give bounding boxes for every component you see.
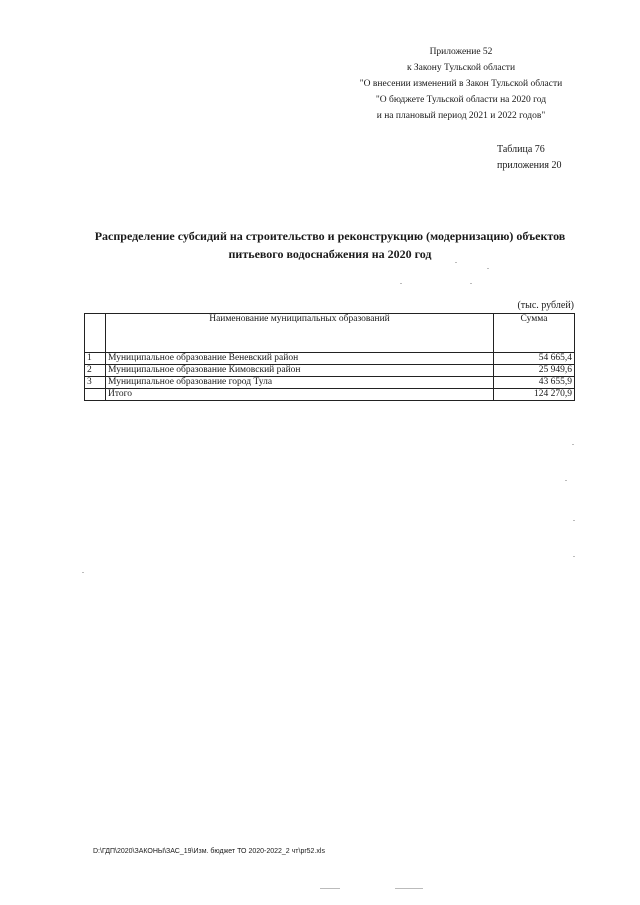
scan-speck xyxy=(487,268,489,269)
appendix-line: Приложение 52 xyxy=(429,47,493,57)
row-num: 1 xyxy=(85,353,106,365)
table-number: Таблица 76 xyxy=(497,144,545,155)
appendix-number: приложения 20 xyxy=(497,160,562,171)
file-path-footer: D:\ГДП\2020\ЗАКОНЫ\ЗАС_19\Изм. бюджет ТО 2020-2022_2 чт\pr52.xls xyxy=(93,848,325,855)
scan-speck xyxy=(395,888,423,889)
table-reference xyxy=(497,142,561,174)
scan-speck xyxy=(320,888,340,889)
row-name: Муниципальное образование Кимовский район xyxy=(106,365,494,377)
title-line-2: питьевого водоснабжения на 2020 год xyxy=(228,247,432,261)
subsidy-table xyxy=(84,313,575,401)
table-row xyxy=(85,353,575,365)
row-name: Муниципальное образование Веневский район xyxy=(106,353,494,365)
appendix-line: и на плановый период 2021 и 2022 годов" xyxy=(376,111,546,121)
scan-speck xyxy=(470,283,472,284)
scan-speck xyxy=(573,520,575,521)
row-num: 3 xyxy=(85,377,106,389)
header-name: Наименование муниципальных образований xyxy=(106,314,494,353)
table-row xyxy=(85,377,575,389)
scan-speck xyxy=(82,572,84,573)
row-num: 2 xyxy=(85,365,106,377)
table-row xyxy=(85,365,575,377)
units-label: (тыс. рублей) xyxy=(517,300,574,311)
document-title xyxy=(70,227,590,263)
scan-speck xyxy=(400,283,402,284)
row-sum: 43 655,9 xyxy=(494,377,575,389)
row-sum: 124 270,9 xyxy=(494,389,575,401)
row-sum: 25 949,6 xyxy=(494,365,575,377)
appendix-line: к Закону Тульской области xyxy=(406,63,516,73)
total-row xyxy=(85,389,575,401)
title-line-1: Распределение субсидий на строительство и реконструкцию (модернизацию) объектов xyxy=(94,229,566,243)
row-name: Муниципальное образование город Тула xyxy=(106,377,494,389)
appendix-line: "О бюджете Тульской области на 2020 год xyxy=(375,95,547,105)
table-header-row xyxy=(85,314,575,353)
scan-speck xyxy=(573,556,575,557)
scan-speck xyxy=(565,480,567,481)
row-sum: 54 665,4 xyxy=(494,353,575,365)
row-name: Итого xyxy=(106,389,494,401)
header-sum: Сумма xyxy=(494,314,575,353)
scan-speck xyxy=(455,262,457,263)
row-num xyxy=(85,389,106,401)
appendix-line: "О внесении изменений в Закон Тульской области xyxy=(359,79,563,89)
scan-speck xyxy=(572,444,574,445)
appendix-header xyxy=(346,44,576,124)
header-num xyxy=(85,314,106,353)
